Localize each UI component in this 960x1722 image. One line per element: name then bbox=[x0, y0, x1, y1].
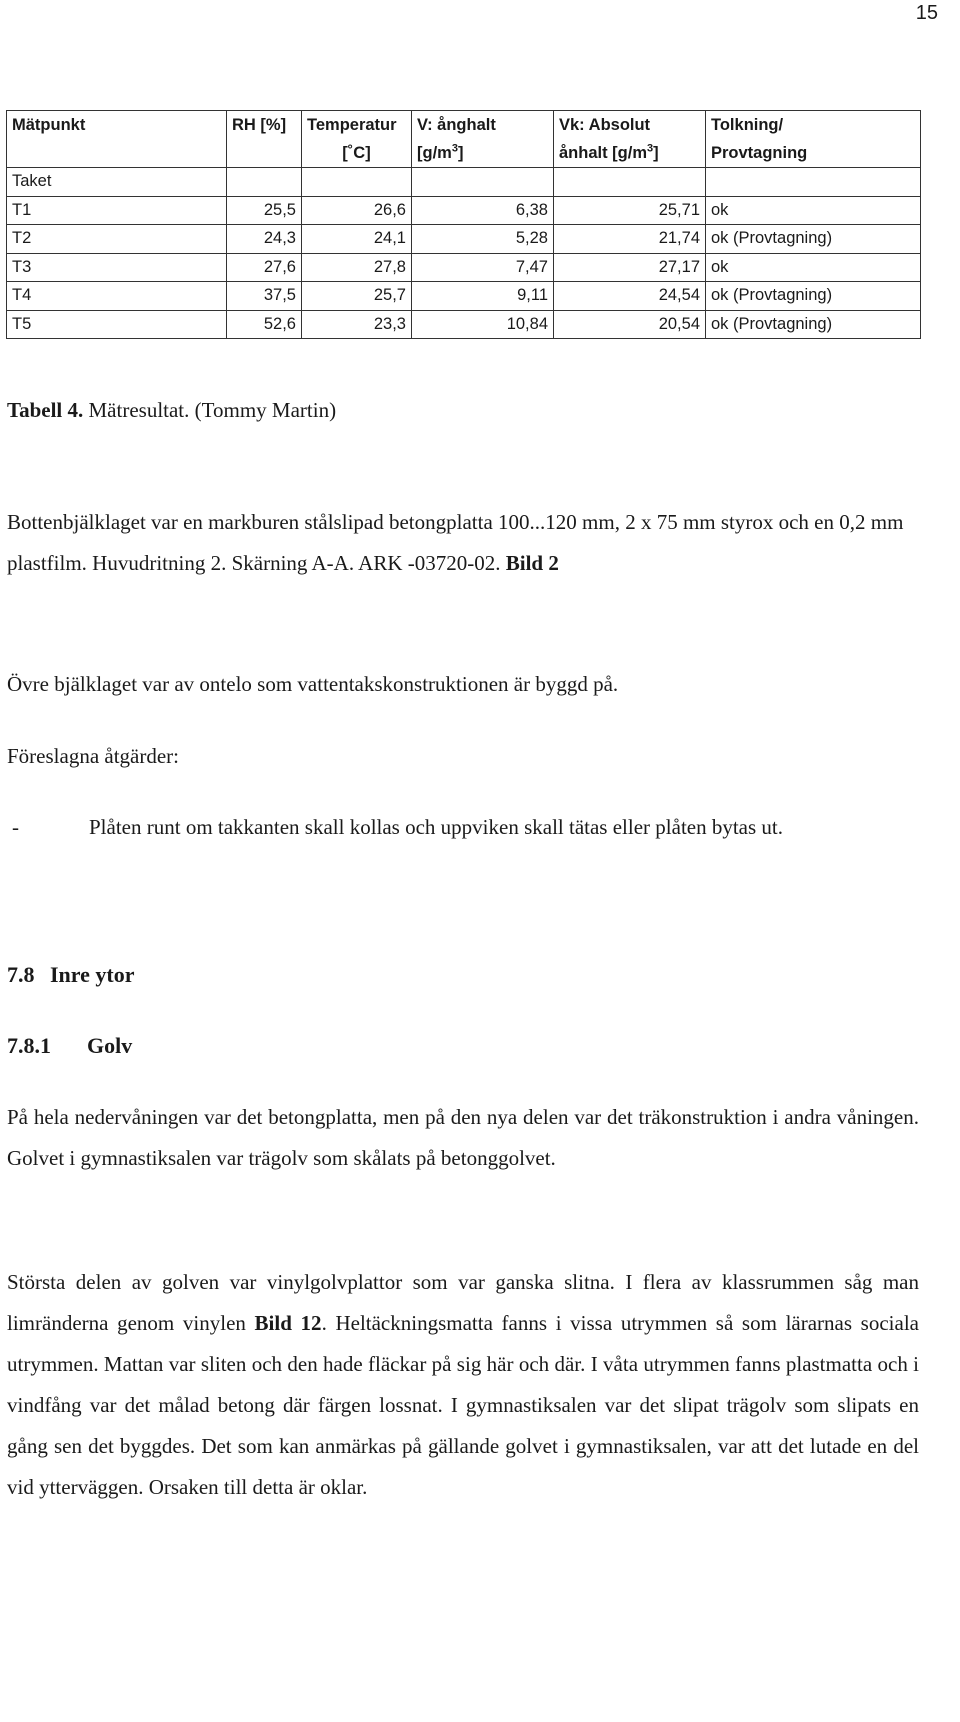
table-caption bbox=[7, 398, 336, 423]
header-provtagning: Provtagning bbox=[706, 139, 921, 168]
cell-tolkning: ok bbox=[706, 196, 921, 225]
cell-rh: 52,6 bbox=[227, 310, 302, 339]
header-vk-unit-sup: 3 bbox=[647, 142, 654, 154]
cell-rh: 25,5 bbox=[227, 196, 302, 225]
empty-cell bbox=[227, 168, 302, 197]
paragraph-storsta-delen bbox=[7, 1262, 919, 1508]
group-label-taket: Taket bbox=[7, 168, 227, 197]
cell-tolkning: ok (Provtagning) bbox=[706, 310, 921, 339]
para5-text-2: . Heltäckningsmatta fanns i vissa utrymmen så som lärarnas sociala utrymmen. Mattan var sliten och den hade fläckar på sig här och där. I våta utrymmen fanns plastmatta och i vindfång var det målad betong där färgen lossnat. I gymnastiksalen var det slipat trägolv som slipats en gång sen det byggdes. Det som kan anmärkas på gällande golvet i gymnastiksalen, var att det lutade en del vid ytterväggen. Orsaken till detta är oklar. bbox=[7, 1311, 919, 1499]
header-units-empty bbox=[7, 139, 227, 168]
cell-temp: 23,3 bbox=[302, 310, 412, 339]
cell-v: 9,11 bbox=[412, 282, 554, 311]
table-header-row bbox=[7, 111, 921, 140]
header-absolut: Vk: Absolut bbox=[554, 111, 706, 140]
cell-vk: 21,74 bbox=[554, 225, 706, 254]
page-number: 15 bbox=[915, 2, 938, 24]
measurement-table bbox=[6, 110, 921, 339]
section-number: 7.8 bbox=[7, 962, 35, 987]
header-rh: RH [%] bbox=[227, 111, 302, 140]
cell-point: T4 bbox=[7, 282, 227, 311]
empty-cell bbox=[302, 168, 412, 197]
cell-temp: 25,7 bbox=[302, 282, 412, 311]
cell-rh: 24,3 bbox=[227, 225, 302, 254]
header-v-unit bbox=[412, 139, 554, 168]
cell-point: T2 bbox=[7, 225, 227, 254]
cell-point: T5 bbox=[7, 310, 227, 339]
bullet-text: Plåten runt om takkanten skall kollas och uppviken skall tätas eller plåten bytas ut. bbox=[89, 815, 784, 839]
header-anghalt: V: ånghalt bbox=[412, 111, 554, 140]
bullet-dash: - bbox=[12, 815, 19, 839]
cell-rh: 27,6 bbox=[227, 253, 302, 282]
cell-tolkning: ok (Provtagning) bbox=[706, 225, 921, 254]
paragraph-foreslagna-atgarder: Föreslagna åtgärder: bbox=[7, 744, 180, 768]
table-group-row bbox=[7, 168, 921, 197]
para1-bold-ref: Bild 2 bbox=[505, 551, 559, 575]
table-row bbox=[7, 282, 921, 311]
table-row bbox=[7, 225, 921, 254]
para5-bold-ref: Bild 12 bbox=[254, 1311, 322, 1335]
cell-vk: 25,71 bbox=[554, 196, 706, 225]
section-heading-inre-ytor bbox=[7, 962, 135, 988]
header-vk-unit-pre: ånhalt [g/m bbox=[559, 143, 648, 162]
header-vk-unit-post: ] bbox=[653, 143, 659, 162]
cell-vk: 24,54 bbox=[554, 282, 706, 311]
cell-vk: 27,17 bbox=[554, 253, 706, 282]
cell-temp: 24,1 bbox=[302, 225, 412, 254]
subsection-heading-golv bbox=[7, 1033, 132, 1059]
table-row bbox=[7, 310, 921, 339]
table-row bbox=[7, 253, 921, 282]
bullet-item bbox=[7, 808, 919, 888]
subsection-title: Golv bbox=[87, 1033, 133, 1058]
cell-v: 6,38 bbox=[412, 196, 554, 225]
header-v-unit-post: ] bbox=[457, 143, 464, 162]
header-tolkning: Tolkning/ bbox=[706, 111, 921, 140]
section-title: Inre ytor bbox=[50, 962, 135, 987]
paragraph-bottenbjalklaget bbox=[7, 502, 919, 584]
cell-temp: 26,6 bbox=[302, 196, 412, 225]
table-row bbox=[7, 196, 921, 225]
measurement-table-wrap bbox=[6, 110, 920, 339]
subsection-number: 7.8.1 bbox=[7, 1033, 51, 1058]
cell-rh: 37,5 bbox=[227, 282, 302, 311]
header-v-unit-pre: [g/m bbox=[417, 143, 452, 162]
cell-v: 10,84 bbox=[412, 310, 554, 339]
header-units-empty bbox=[227, 139, 302, 168]
paragraph-nedervaningen: På hela nedervåningen var det betongplatta, men på den nya delen var det träkonstruktion i andra våningen. Golvet i gymnastiksalen var trägolv som skålats på betonggolvet. bbox=[7, 1105, 919, 1170]
cell-temp: 27,8 bbox=[302, 253, 412, 282]
header-vk-unit bbox=[554, 139, 706, 168]
empty-cell bbox=[706, 168, 921, 197]
para5-text-1: Största delen av golven var vinylgolvplattor som var ganska slitna. I flera av klassrummen såg man limränderna genom vinylen bbox=[7, 1270, 919, 1335]
paragraph-ovre-bjalklaget: Övre bjälklaget var av ontelo som vattentakskonstruktionen är byggd på. bbox=[7, 672, 619, 696]
table-header-units-row bbox=[7, 139, 921, 168]
cell-v: 5,28 bbox=[412, 225, 554, 254]
header-matpunkt: Mätpunkt bbox=[7, 111, 227, 140]
cell-tolkning: ok (Provtagning) bbox=[706, 282, 921, 311]
cell-vk: 20,54 bbox=[554, 310, 706, 339]
cell-v: 7,47 bbox=[412, 253, 554, 282]
empty-cell bbox=[412, 168, 554, 197]
cell-point: T1 bbox=[7, 196, 227, 225]
cell-tolkning: ok bbox=[706, 253, 921, 282]
header-temperatur: Temperatur bbox=[302, 111, 412, 140]
caption-text: Mätresultat. (Tommy Martin) bbox=[83, 398, 337, 422]
header-v-unit-sup: 3 bbox=[451, 142, 458, 154]
empty-cell bbox=[554, 168, 706, 197]
header-temp-unit: [˚C] bbox=[302, 139, 412, 168]
cell-point: T3 bbox=[7, 253, 227, 282]
caption-label: Tabell 4. bbox=[7, 398, 84, 422]
para1-text: Bottenbjälklaget var en markburen stålslipad betongplatta 100...120 mm, 2 x 75 mm styrox och en 0,2 mm plastfilm. Huvudritning 2. Skärning A-A. ARK -03720-02. bbox=[7, 510, 904, 575]
